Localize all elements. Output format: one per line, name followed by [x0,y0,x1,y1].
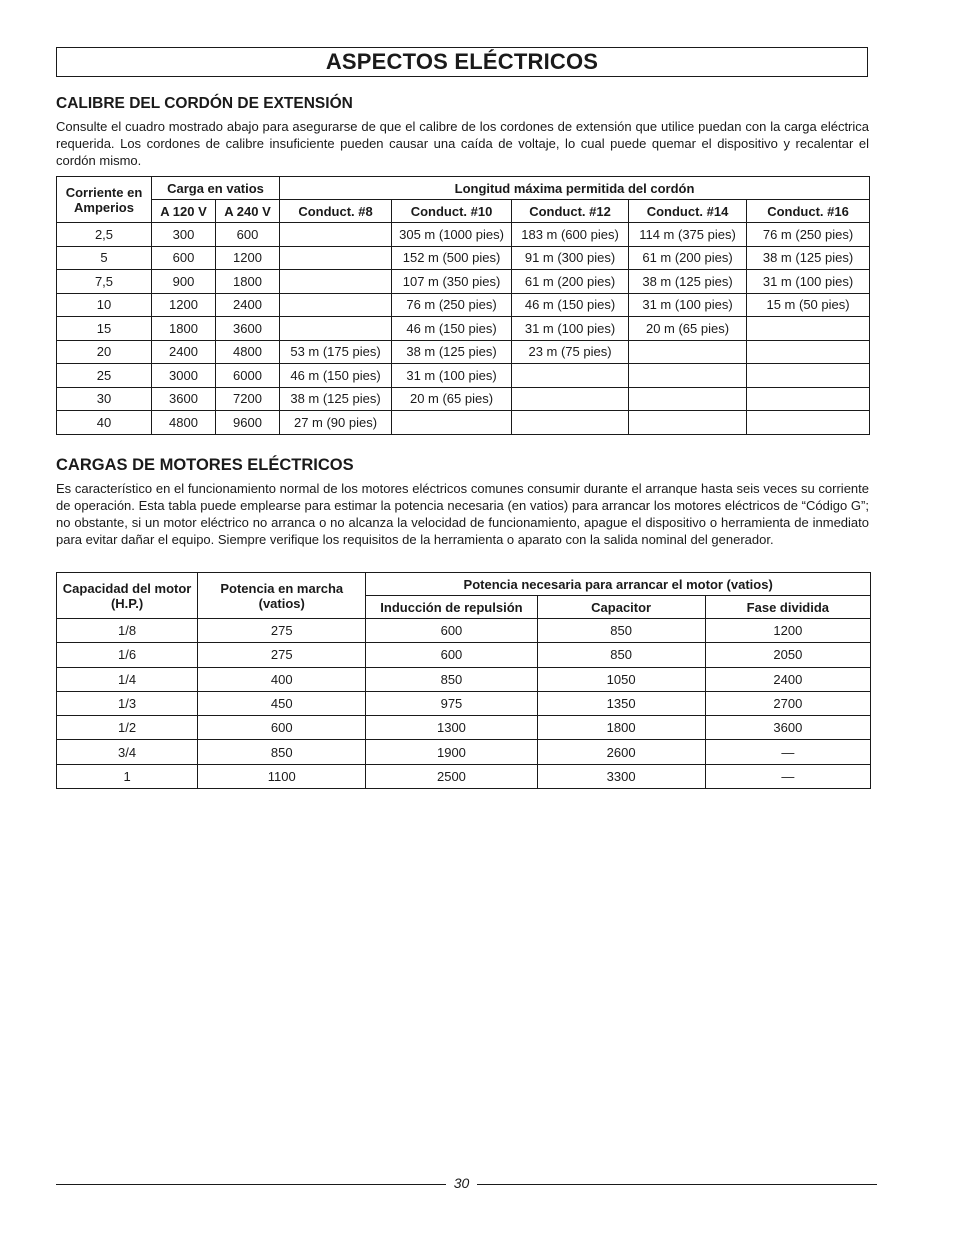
table-cell: 1200 [705,619,870,643]
table-cell [747,317,870,341]
table-row [57,740,871,764]
table-cell [512,387,629,411]
table-cell: 76 m (250 pies) [392,293,512,317]
table-cell: 600 [152,246,216,270]
table-cell: 900 [152,270,216,294]
table-cell [280,293,392,317]
table-cell: 20 [57,340,152,364]
table-cell: 31 m (100 pies) [747,270,870,294]
table-cell: 450 [198,691,366,715]
table-cell: 1300 [366,716,537,740]
table-cell: 6000 [216,364,280,388]
table-cell: 40 [57,411,152,435]
table-cell: 38 m (125 pies) [392,340,512,364]
table-cell: 61 m (200 pies) [629,246,747,270]
table-cell: 1/2 [57,716,198,740]
col-header-gauge-14: Conduct. #14 [629,200,747,223]
col-header-repulsion: Inducción de repulsión [366,596,537,619]
table-row [57,716,871,740]
table-cell: 850 [198,740,366,764]
table-cell: 2700 [705,691,870,715]
table-cell: 2500 [366,764,537,788]
table-cell: — [705,740,870,764]
table-cell: 76 m (250 pies) [747,223,870,247]
table-row [57,691,871,715]
table-cell: 3600 [216,317,280,341]
table-cell: 1350 [537,691,705,715]
table-cell: 400 [198,667,366,691]
table-cell: 9600 [216,411,280,435]
table-cell: 1/4 [57,667,198,691]
cord-table-body [57,223,870,435]
table-cell: 3600 [705,716,870,740]
table-cell [280,317,392,341]
table-cell: 275 [198,643,366,667]
table-cell [280,270,392,294]
col-header-gauge-8: Conduct. #8 [280,200,392,223]
col-header-capacity: Capacidad del motor (H.P.) [57,573,198,619]
table-row [57,364,870,388]
table-cell: 46 m (150 pies) [512,293,629,317]
table-row [57,293,870,317]
table-cell: 1/8 [57,619,198,643]
col-header-length: Longitud máxima permitida del cordón [280,177,870,200]
table-cell: 300 [152,223,216,247]
table-cell [392,411,512,435]
col-header-load: Carga en vatios [152,177,280,200]
page-title: ASPECTOS ELÉCTRICOS [325,49,599,74]
table-cell [629,364,747,388]
table-cell: 3600 [152,387,216,411]
col-header-start: Potencia necesaria para arrancar el motor (vatios) [366,573,871,596]
cord-section-heading: CALIBRE DEL CORDÓN DE EXTENSIÓN [56,95,353,112]
cord-gauge-table [56,176,870,435]
table-cell: 31 m (100 pies) [512,317,629,341]
table-cell: 4800 [216,340,280,364]
table-cell: 4800 [152,411,216,435]
table-cell: 1100 [198,764,366,788]
col-header-gauge-10: Conduct. #10 [392,200,512,223]
table-cell: 38 m (125 pies) [629,270,747,294]
col-header-gauge-16: Conduct. #16 [747,200,870,223]
table-cell: 61 m (200 pies) [512,270,629,294]
table-row [57,340,870,364]
table-row [57,317,870,341]
col-header-120v: A 120 V [152,200,216,223]
table-cell: 1050 [537,667,705,691]
table-cell: 2,5 [57,223,152,247]
table-cell: 38 m (125 pies) [747,246,870,270]
table-cell [280,246,392,270]
table-cell: 3000 [152,364,216,388]
table-cell: 53 m (175 pies) [280,340,392,364]
table-cell: 1800 [152,317,216,341]
table-row [57,643,871,667]
table-cell: 10 [57,293,152,317]
table-cell: 7200 [216,387,280,411]
table-cell: 38 m (125 pies) [280,387,392,411]
table-cell [747,364,870,388]
motor-load-table [56,572,871,789]
table-row [57,223,870,247]
table-cell: 850 [537,643,705,667]
table-cell: 91 m (300 pies) [512,246,629,270]
table-cell: 1/3 [57,691,198,715]
table-cell: 20 m (65 pies) [629,317,747,341]
table-cell: 1 [57,764,198,788]
table-cell [512,364,629,388]
table-row [57,619,871,643]
col-header-capacitor: Capacitor [537,596,705,619]
table-cell: 2400 [152,340,216,364]
footer-rule-left [56,1184,446,1185]
table-cell: 1800 [537,716,705,740]
table-cell: 3300 [537,764,705,788]
table-cell: 15 m (50 pies) [747,293,870,317]
table-cell: 30 [57,387,152,411]
table-cell: 7,5 [57,270,152,294]
table-cell: 2600 [537,740,705,764]
table-cell: 1800 [216,270,280,294]
page-title-box [56,47,868,77]
table-cell: 2400 [705,667,870,691]
table-cell [512,411,629,435]
table-cell: 600 [366,643,537,667]
table-cell: 25 [57,364,152,388]
table-cell: 31 m (100 pies) [629,293,747,317]
footer-rule-right [477,1184,877,1185]
table-row [57,764,871,788]
table-cell: 15 [57,317,152,341]
table-cell: — [705,764,870,788]
table-cell: 600 [216,223,280,247]
table-cell: 5 [57,246,152,270]
table-cell [629,340,747,364]
table-cell [747,387,870,411]
col-header-current: Corriente en Amperios [57,177,152,223]
table-cell: 46 m (150 pies) [392,317,512,341]
motor-section-body: Es característico en el funcionamiento normal de los motores eléctricos comunes consumir durante el arranque hasta seis veces su corriente de operación. Esta tabla puede emplearse para estimar la potencia necesaria (en vatios) para arrancar los motores eléctricos de “Código G”; no obstante, si un motor eléctrico no arranca o no alcanza la velocidad de funcionamiento, apague el dispositivo o herramienta de inmediato para evitar dañar el equipo. Siempre verifique los requisitos de la herramienta o aparato con la salida nominal del generador. [56,481,869,547]
table-cell [747,340,870,364]
table-cell: 305 m (1000 pies) [392,223,512,247]
table-cell: 1200 [216,246,280,270]
table-row [57,246,870,270]
table-cell [747,411,870,435]
table-cell: 107 m (350 pies) [392,270,512,294]
table-cell: 975 [366,691,537,715]
page-number: 30 [453,1175,470,1191]
table-cell [629,411,747,435]
table-cell: 20 m (65 pies) [392,387,512,411]
table-cell: 850 [366,667,537,691]
cord-section-body: Consulte el cuadro mostrado abajo para asegurarse de que el calibre de los cordones de extensión que utilice puedan con la carga eléctrica requerida. Los cordones de calibre insuficiente pueden causar una caída de voltaje, lo cual puede quemar el dispositivo y recalentar el cordón mismo. [56,119,869,168]
table-cell: 27 m (90 pies) [280,411,392,435]
table-cell: 31 m (100 pies) [392,364,512,388]
table-cell [280,223,392,247]
col-header-running: Potencia en marcha (vatios) [198,573,366,619]
table-cell: 23 m (75 pies) [512,340,629,364]
table-cell: 2400 [216,293,280,317]
table-cell: 2050 [705,643,870,667]
col-header-gauge-12: Conduct. #12 [512,200,629,223]
table-row [57,270,870,294]
table-cell: 46 m (150 pies) [280,364,392,388]
motor-table-body [57,619,871,789]
table-cell [629,387,747,411]
table-row [57,667,871,691]
table-cell: 1200 [152,293,216,317]
table-cell: 114 m (375 pies) [629,223,747,247]
table-cell: 3/4 [57,740,198,764]
table-row [57,387,870,411]
table-cell: 850 [537,619,705,643]
table-cell: 600 [366,619,537,643]
table-cell: 183 m (600 pies) [512,223,629,247]
col-header-split-phase: Fase dividida [705,596,870,619]
motor-section-heading: CARGAS DE MOTORES ELÉCTRICOS [56,456,354,474]
table-cell: 275 [198,619,366,643]
table-cell: 1900 [366,740,537,764]
col-header-240v: A 240 V [216,200,280,223]
table-cell: 1/6 [57,643,198,667]
table-cell: 152 m (500 pies) [392,246,512,270]
table-cell: 600 [198,716,366,740]
table-row [57,411,870,435]
